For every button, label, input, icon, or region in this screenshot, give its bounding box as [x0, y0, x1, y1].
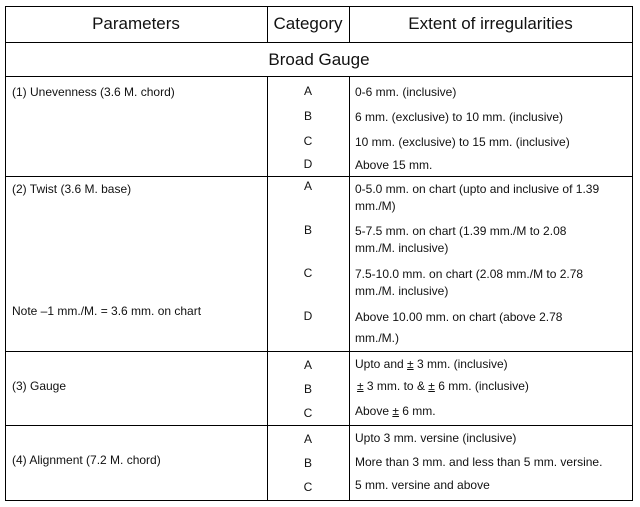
header-bottom-border — [5, 42, 633, 43]
category-cell: B — [303, 456, 312, 470]
group2-bottom-border — [5, 351, 633, 352]
extent-cell: Above 15 mm. — [355, 158, 433, 172]
category-cell: B — [303, 223, 312, 237]
extent-cell: 5-7.5 mm. on chart (1.39 mm./M to 2.08 — [355, 224, 567, 238]
extent-cell: mm./M. inclusive) — [355, 284, 449, 298]
extent-cell: Above 10.00 mm. on chart (above 2.78 — [355, 310, 563, 324]
extent-cell: Upto 3 mm. versine (inclusive) — [355, 431, 517, 445]
group1-bottom-border — [5, 176, 633, 177]
category-cell: D — [303, 157, 313, 171]
header-extent: Extent of irregularities — [408, 14, 573, 33]
extent-cell: mm./M) — [355, 199, 396, 213]
table-top-border — [5, 6, 633, 7]
category-cell: C — [303, 480, 313, 494]
category-cell: A — [303, 84, 312, 98]
extent-text: 3 mm. (inclusive) — [413, 357, 508, 371]
category-cell: A — [303, 432, 312, 446]
plus-minus-symbol: ± — [357, 379, 364, 393]
table-bottom-border — [5, 500, 633, 501]
section-bottom-border — [5, 76, 633, 77]
body-divider-2 — [349, 76, 350, 500]
plus-minus-symbol: ± — [392, 404, 399, 418]
header-category: Category — [273, 14, 343, 33]
header-parameters: Parameters — [92, 14, 180, 33]
extent-cell — [355, 403, 436, 419]
extent-cell: 7.5-10.0 mm. on chart (2.08 mm./M to 2.78 — [355, 267, 584, 281]
extent-cell — [355, 356, 508, 372]
extent-cell: More than 3 mm. and less than 5 mm. versine. — [355, 455, 603, 469]
extent-cell: 5 mm. versine and above — [355, 478, 490, 492]
group3-bottom-border — [5, 425, 633, 426]
section-title: Broad Gauge — [268, 50, 370, 69]
extent-cell: 0-5.0 mm. on chart (upto and inclusive of 1.39 — [355, 182, 600, 196]
parameter-alignment: (4) Alignment (7.2 M. chord) — [12, 453, 161, 467]
category-cell: C — [303, 134, 313, 148]
category-cell: B — [303, 382, 312, 396]
body-divider-1 — [267, 76, 268, 500]
extent-text: Upto and — [355, 357, 408, 371]
plus-minus-symbol: ± — [407, 357, 414, 371]
twist-note: Note –1 mm./M. = 3.6 mm. on chart — [12, 304, 202, 318]
parameter-gauge: (3) Gauge — [12, 379, 67, 393]
parameter-twist: (2) Twist (3.6 M. base) — [12, 182, 132, 196]
extent-cell — [357, 378, 529, 394]
table-left-border — [5, 6, 6, 500]
extent-text: 3 mm. to & — [363, 379, 429, 393]
extent-cell: mm./M. inclusive) — [355, 241, 449, 255]
category-cell: B — [303, 109, 312, 123]
parameter-unevenness: (1) Unevenness (3.6 M. chord) — [12, 85, 175, 99]
extent-text: Above — [355, 404, 393, 418]
extent-text: 6 mm. (inclusive) — [434, 379, 529, 393]
category-cell: A — [303, 179, 312, 193]
table-right-border — [632, 6, 633, 500]
category-cell: C — [303, 406, 313, 420]
category-cell: D — [303, 309, 313, 323]
extent-cell: 6 mm. (exclusive) to 10 mm. (inclusive) — [355, 110, 564, 124]
extent-text: 6 mm. — [398, 404, 436, 418]
extent-cell: 0-6 mm. (inclusive) — [355, 85, 457, 99]
extent-cell: 10 mm. (exclusive) to 15 mm. (inclusive) — [355, 135, 570, 149]
plus-minus-symbol: ± — [428, 379, 435, 393]
category-cell: C — [303, 266, 313, 280]
extent-cell: mm./M.) — [355, 331, 399, 345]
category-cell: A — [303, 358, 312, 372]
